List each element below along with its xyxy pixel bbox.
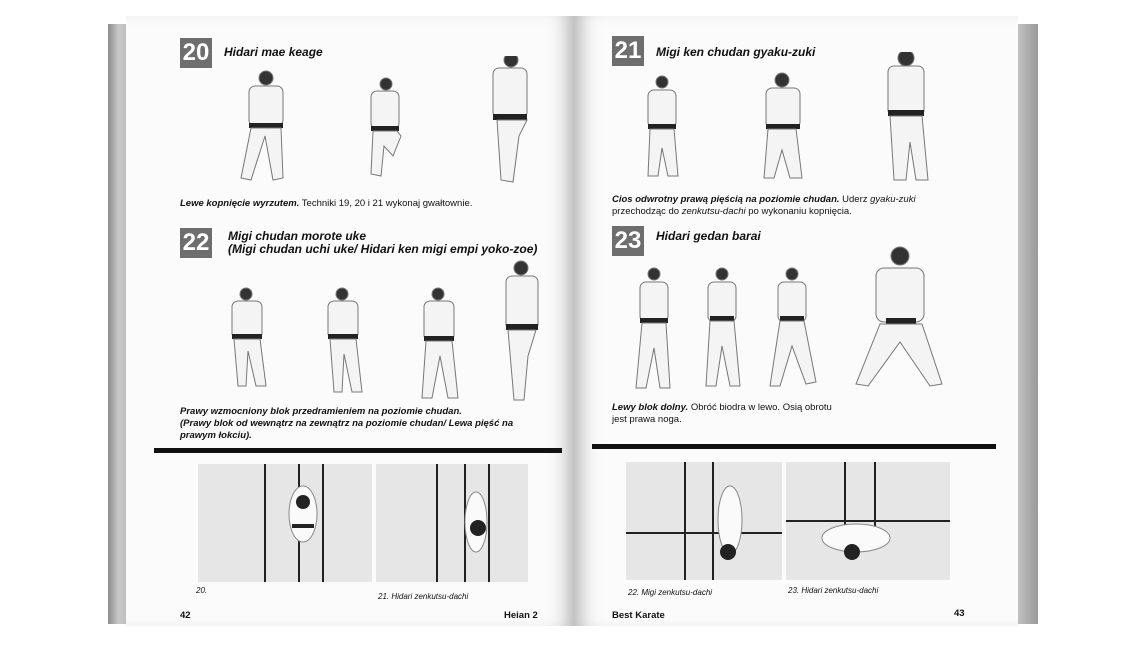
caption-22-line2: (Prawy blok od wewnątrz na zewnątrz na poziomie chudan/ Lewa pięść na <box>180 418 514 429</box>
caption-20-text: Techniki 19, 20 i 21 wykonaj gwałtownie. <box>299 198 473 209</box>
section-title-21: Migi ken chudan gyaku-zuki <box>656 45 816 59</box>
photo-23 <box>786 462 950 580</box>
running-title-right: Best Karate <box>612 610 665 621</box>
caption-21-text2: przechodząc do <box>612 206 682 217</box>
caption-21-italic1: gyaku-zuki <box>870 194 916 205</box>
photo-22 <box>626 462 782 580</box>
section-number-21: 21 <box>612 36 644 66</box>
section-title-22-line2: (Migi chudan uchi uke/ Hidari ken migi empi yoko-zoe) <box>228 242 538 256</box>
page-number-right: 43 <box>954 608 965 619</box>
section-number-23: 23 <box>612 226 644 256</box>
caption-22-line1: Prawy wzmocniony blok przedramieniem na poziomie chudan. <box>180 406 462 417</box>
figures-23 <box>630 238 970 398</box>
book-edge-right <box>1016 24 1038 624</box>
caption-23-text2: jest prawa noga. <box>612 414 682 425</box>
running-title-left: Heian 2 <box>504 610 538 621</box>
figures-22 <box>216 256 556 406</box>
section-title-20: Hidari mae keage <box>224 45 323 59</box>
section-number-22: 22 <box>180 228 212 258</box>
caption-20-bold: Lewe kopnięcie wyrzutem. <box>180 198 300 209</box>
right-page <box>574 16 1018 626</box>
caption-21 <box>612 194 942 218</box>
section-rule-right <box>592 444 996 449</box>
section-rule <box>154 448 562 453</box>
photo-caption-22: 22. Migi zenkutsu-dachi <box>628 588 713 597</box>
figures-21 <box>644 52 974 196</box>
section-number-20: 20 <box>180 38 212 68</box>
caption-21-text3: po wykonaniu kopnięcia. <box>745 206 852 217</box>
caption-23-text1: Obróć biodra w lewo. Osią obrotu <box>688 402 832 413</box>
caption-23 <box>612 402 912 426</box>
photo-20 <box>198 464 372 582</box>
caption-20 <box>180 198 560 210</box>
photo-caption-23: 23. Hidari zenkutsu-dachi <box>788 586 879 595</box>
caption-22-line3: prawym łokciu). <box>180 430 252 441</box>
figures-20 <box>221 56 551 196</box>
photo-caption-21: 21. Hidari zenkutsu-dachi <box>378 592 469 601</box>
section-title-23: Hidari gedan barai <box>656 229 761 243</box>
caption-23-bold: Lewy blok dolny. <box>612 402 689 413</box>
section-title-22-line1: Migi chudan morote uke <box>228 229 367 243</box>
left-page <box>126 16 574 626</box>
caption-21-bold: Cios odwrotny prawą pięścią na poziomie chudan. <box>612 194 840 205</box>
caption-22 <box>180 406 570 442</box>
page-number-left: 42 <box>180 610 191 621</box>
open-book <box>108 10 1038 640</box>
caption-21-italic2: zenkutsu-dachi <box>681 206 746 217</box>
caption-21-text1: Uderz <box>839 194 871 205</box>
photo-caption-20: 20. <box>196 586 208 595</box>
photo-21 <box>376 464 528 582</box>
